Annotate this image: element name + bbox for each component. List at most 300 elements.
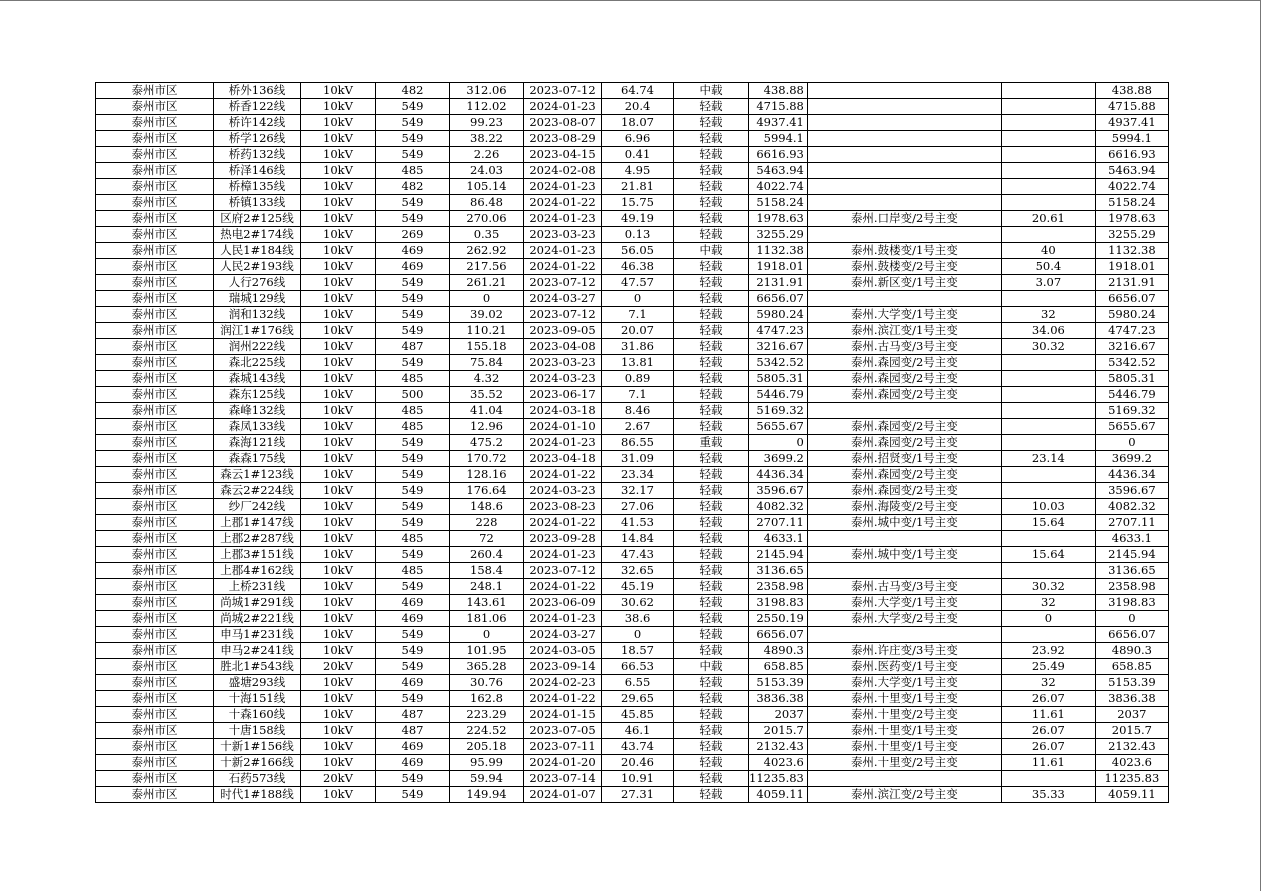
cell-available: 0 <box>1095 435 1168 451</box>
cell-capacity: 3216.67 <box>749 339 808 355</box>
cell-substation: 泰州.许庄变/3号主变 <box>807 643 1001 659</box>
cell-line-name: 尚城2#221线 <box>214 611 301 627</box>
table-row <box>96 707 1169 723</box>
cell-capacity: 3836.38 <box>749 691 808 707</box>
cell-load-status: 轻载 <box>674 771 749 787</box>
cell-capacity: 4082.32 <box>749 499 808 515</box>
cell-max-date: 2024-01-07 <box>524 787 602 803</box>
cell-line-name: 森北225线 <box>214 355 301 371</box>
cell-line-name: 胜北1#543线 <box>214 659 301 675</box>
table-row <box>96 579 1169 595</box>
cell-max-date: 2024-01-23 <box>524 99 602 115</box>
cell-load-status: 轻载 <box>674 467 749 483</box>
cell-voltage: 10kV <box>301 179 376 195</box>
cell-substation: 泰州.城中变/1号主变 <box>807 547 1001 563</box>
cell-available: 4082.32 <box>1095 499 1168 515</box>
cell-max-date: 2023-07-12 <box>524 275 602 291</box>
cell-voltage: 10kV <box>301 595 376 611</box>
cell-load-rate: 27.06 <box>602 499 674 515</box>
cell-region: 泰州市区 <box>96 403 214 419</box>
cell-load-rate: 46.38 <box>602 259 674 275</box>
cell-region: 泰州市区 <box>96 115 214 131</box>
cell-voltage: 10kV <box>301 707 376 723</box>
cell-max-current: 101.95 <box>450 643 524 659</box>
cell-voltage: 10kV <box>301 563 376 579</box>
cell-substation-value: 35.33 <box>1001 787 1095 803</box>
cell-load-status: 轻载 <box>674 179 749 195</box>
table-row <box>96 739 1169 755</box>
cell-line-name: 时代1#188线 <box>214 787 301 803</box>
cell-region: 泰州市区 <box>96 227 214 243</box>
cell-line-name: 上郡3#151线 <box>214 547 301 563</box>
cell-substation: 泰州.十里变/2号主变 <box>807 707 1001 723</box>
cell-max-current: 248.1 <box>450 579 524 595</box>
cell-load-status: 轻载 <box>674 627 749 643</box>
cell-region: 泰州市区 <box>96 83 214 99</box>
cell-load-status: 轻载 <box>674 323 749 339</box>
cell-voltage: 10kV <box>301 739 376 755</box>
cell-substation-value: 30.32 <box>1001 579 1095 595</box>
cell-substation-value: 15.64 <box>1001 515 1095 531</box>
cell-rated-current: 269 <box>376 227 450 243</box>
cell-region: 泰州市区 <box>96 531 214 547</box>
cell-rated-current: 549 <box>376 291 450 307</box>
table-row <box>96 691 1169 707</box>
cell-load-rate: 45.19 <box>602 579 674 595</box>
cell-capacity: 0 <box>749 435 808 451</box>
cell-max-current: 312.06 <box>450 83 524 99</box>
cell-substation: 泰州.滨江变/1号主变 <box>807 323 1001 339</box>
cell-max-date: 2024-03-23 <box>524 483 602 499</box>
cell-load-status: 轻载 <box>674 227 749 243</box>
cell-load-rate: 31.09 <box>602 451 674 467</box>
cell-voltage: 10kV <box>301 227 376 243</box>
cell-substation: 泰州.十里变/2号主变 <box>807 755 1001 771</box>
cell-region: 泰州市区 <box>96 579 214 595</box>
cell-max-date: 2023-07-14 <box>524 771 602 787</box>
cell-rated-current: 549 <box>376 499 450 515</box>
cell-load-status: 轻载 <box>674 211 749 227</box>
cell-load-status: 重载 <box>674 435 749 451</box>
cell-load-status: 轻载 <box>674 259 749 275</box>
cell-voltage: 10kV <box>301 579 376 595</box>
cell-line-name: 上郡2#287线 <box>214 531 301 547</box>
cell-rated-current: 500 <box>376 387 450 403</box>
cell-max-current: 176.64 <box>450 483 524 499</box>
cell-max-current: 228 <box>450 515 524 531</box>
cell-load-rate: 32.65 <box>602 563 674 579</box>
table-row <box>96 723 1169 739</box>
feeder-load-table <box>95 82 1169 803</box>
cell-rated-current: 549 <box>376 131 450 147</box>
cell-load-rate: 20.46 <box>602 755 674 771</box>
cell-available: 4937.41 <box>1095 115 1168 131</box>
cell-max-date: 2024-02-23 <box>524 675 602 691</box>
cell-line-name: 润州222线 <box>214 339 301 355</box>
cell-max-current: 110.21 <box>450 323 524 339</box>
cell-rated-current: 482 <box>376 179 450 195</box>
cell-line-name: 十森160线 <box>214 707 301 723</box>
cell-rated-current: 549 <box>376 211 450 227</box>
cell-rated-current: 549 <box>376 579 450 595</box>
cell-capacity: 6656.07 <box>749 291 808 307</box>
cell-max-current: 72 <box>450 531 524 547</box>
cell-region: 泰州市区 <box>96 755 214 771</box>
cell-voltage: 10kV <box>301 515 376 531</box>
cell-region: 泰州市区 <box>96 179 214 195</box>
cell-line-name: 人民2#193线 <box>214 259 301 275</box>
cell-rated-current: 487 <box>376 723 450 739</box>
cell-max-current: 270.06 <box>450 211 524 227</box>
cell-line-name: 润和132线 <box>214 307 301 323</box>
cell-substation-value: 11.61 <box>1001 707 1095 723</box>
cell-substation: 泰州.大学变/1号主变 <box>807 595 1001 611</box>
cell-load-status: 轻载 <box>674 563 749 579</box>
cell-available: 2358.98 <box>1095 579 1168 595</box>
cell-region: 泰州市区 <box>96 195 214 211</box>
cell-max-date: 2023-07-12 <box>524 307 602 323</box>
cell-max-current: 224.52 <box>450 723 524 739</box>
cell-available: 1918.01 <box>1095 259 1168 275</box>
cell-available: 6656.07 <box>1095 627 1168 643</box>
cell-rated-current: 549 <box>376 435 450 451</box>
cell-max-current: 128.16 <box>450 467 524 483</box>
cell-capacity: 4436.34 <box>749 467 808 483</box>
cell-rated-current: 549 <box>376 323 450 339</box>
cell-max-current: 475.2 <box>450 435 524 451</box>
cell-max-date: 2024-01-22 <box>524 579 602 595</box>
cell-substation <box>807 163 1001 179</box>
cell-capacity: 2037 <box>749 707 808 723</box>
cell-load-status: 轻载 <box>674 387 749 403</box>
cell-max-date: 2023-04-08 <box>524 339 602 355</box>
cell-rated-current: 485 <box>376 403 450 419</box>
cell-rated-current: 549 <box>376 691 450 707</box>
cell-load-rate: 20.07 <box>602 323 674 339</box>
cell-load-rate: 86.55 <box>602 435 674 451</box>
cell-substation-value <box>1001 483 1095 499</box>
cell-voltage: 10kV <box>301 291 376 307</box>
table-row <box>96 483 1169 499</box>
cell-load-status: 轻载 <box>674 307 749 323</box>
cell-substation <box>807 227 1001 243</box>
cell-max-current: 148.6 <box>450 499 524 515</box>
cell-capacity: 2131.91 <box>749 275 808 291</box>
table-row <box>96 259 1169 275</box>
cell-max-date: 2024-01-23 <box>524 435 602 451</box>
cell-substation-value: 32 <box>1001 595 1095 611</box>
cell-region: 泰州市区 <box>96 739 214 755</box>
table-row <box>96 643 1169 659</box>
cell-available: 2132.43 <box>1095 739 1168 755</box>
cell-max-date: 2023-08-07 <box>524 115 602 131</box>
cell-rated-current: 469 <box>376 259 450 275</box>
cell-rated-current: 549 <box>376 627 450 643</box>
cell-voltage: 10kV <box>301 451 376 467</box>
table-row <box>96 403 1169 419</box>
cell-region: 泰州市区 <box>96 659 214 675</box>
cell-substation-value <box>1001 227 1095 243</box>
cell-load-rate: 49.19 <box>602 211 674 227</box>
cell-max-current: 41.04 <box>450 403 524 419</box>
cell-capacity: 4747.23 <box>749 323 808 339</box>
cell-rated-current: 549 <box>376 307 450 323</box>
cell-capacity: 1978.63 <box>749 211 808 227</box>
cell-substation-value <box>1001 563 1095 579</box>
table-row <box>96 83 1169 99</box>
cell-capacity: 1918.01 <box>749 259 808 275</box>
cell-max-current: 0 <box>450 627 524 643</box>
cell-substation-value <box>1001 771 1095 787</box>
cell-substation: 泰州.十里变/1号主变 <box>807 723 1001 739</box>
table-row <box>96 611 1169 627</box>
cell-voltage: 10kV <box>301 499 376 515</box>
cell-capacity: 5463.94 <box>749 163 808 179</box>
table-row <box>96 131 1169 147</box>
cell-available: 5655.67 <box>1095 419 1168 435</box>
cell-region: 泰州市区 <box>96 563 214 579</box>
table-row <box>96 115 1169 131</box>
cell-substation-value <box>1001 355 1095 371</box>
cell-rated-current: 485 <box>376 419 450 435</box>
cell-load-status: 轻载 <box>674 515 749 531</box>
table-row <box>96 531 1169 547</box>
cell-voltage: 10kV <box>301 531 376 547</box>
cell-voltage: 10kV <box>301 627 376 643</box>
cell-voltage: 10kV <box>301 611 376 627</box>
cell-max-date: 2023-03-23 <box>524 227 602 243</box>
cell-load-status: 轻载 <box>674 787 749 803</box>
cell-max-current: 4.32 <box>450 371 524 387</box>
cell-load-status: 轻载 <box>674 675 749 691</box>
cell-max-date: 2024-03-18 <box>524 403 602 419</box>
cell-capacity: 2015.7 <box>749 723 808 739</box>
cell-load-rate: 14.84 <box>602 531 674 547</box>
cell-max-current: 86.48 <box>450 195 524 211</box>
cell-available: 2131.91 <box>1095 275 1168 291</box>
cell-line-name: 上桥231线 <box>214 579 301 595</box>
cell-load-status: 轻载 <box>674 499 749 515</box>
cell-substation-value <box>1001 627 1095 643</box>
cell-line-name: 尚城1#291线 <box>214 595 301 611</box>
cell-substation-value <box>1001 435 1095 451</box>
cell-available: 3255.29 <box>1095 227 1168 243</box>
cell-region: 泰州市区 <box>96 211 214 227</box>
table-row <box>96 355 1169 371</box>
cell-rated-current: 482 <box>376 83 450 99</box>
cell-max-date: 2023-07-12 <box>524 563 602 579</box>
table-row <box>96 451 1169 467</box>
table-row <box>96 163 1169 179</box>
cell-substation-value <box>1001 131 1095 147</box>
cell-region: 泰州市区 <box>96 611 214 627</box>
cell-available: 5153.39 <box>1095 675 1168 691</box>
cell-line-name: 桥学126线 <box>214 131 301 147</box>
cell-region: 泰州市区 <box>96 643 214 659</box>
cell-substation: 泰州.森园变/2号主变 <box>807 483 1001 499</box>
cell-load-status: 轻载 <box>674 291 749 307</box>
table-row <box>96 659 1169 675</box>
cell-capacity: 4633.1 <box>749 531 808 547</box>
table-row <box>96 275 1169 291</box>
cell-max-date: 2024-01-23 <box>524 179 602 195</box>
cell-substation <box>807 83 1001 99</box>
cell-voltage: 10kV <box>301 387 376 403</box>
cell-max-current: 38.22 <box>450 131 524 147</box>
cell-line-name: 热电2#174线 <box>214 227 301 243</box>
cell-substation: 泰州.医药变/1号主变 <box>807 659 1001 675</box>
cell-capacity: 5153.39 <box>749 675 808 691</box>
cell-capacity: 1132.38 <box>749 243 808 259</box>
cell-substation: 泰州.新区变/1号主变 <box>807 275 1001 291</box>
cell-load-rate: 6.55 <box>602 675 674 691</box>
cell-load-status: 轻载 <box>674 755 749 771</box>
cell-line-name: 森森175线 <box>214 451 301 467</box>
cell-max-date: 2023-07-11 <box>524 739 602 755</box>
cell-capacity: 6616.93 <box>749 147 808 163</box>
cell-available: 1132.38 <box>1095 243 1168 259</box>
cell-line-name: 瑞城129线 <box>214 291 301 307</box>
cell-load-rate: 66.53 <box>602 659 674 675</box>
cell-rated-current: 469 <box>376 243 450 259</box>
table-row <box>96 435 1169 451</box>
cell-line-name: 森东125线 <box>214 387 301 403</box>
cell-voltage: 10kV <box>301 355 376 371</box>
cell-substation-value <box>1001 531 1095 547</box>
cell-voltage: 10kV <box>301 371 376 387</box>
cell-region: 泰州市区 <box>96 323 214 339</box>
cell-region: 泰州市区 <box>96 259 214 275</box>
cell-available: 5158.24 <box>1095 195 1168 211</box>
cell-available: 4059.11 <box>1095 787 1168 803</box>
cell-substation-value <box>1001 83 1095 99</box>
cell-rated-current: 485 <box>376 531 450 547</box>
cell-load-rate: 38.6 <box>602 611 674 627</box>
cell-max-current: 35.52 <box>450 387 524 403</box>
cell-load-status: 轻载 <box>674 595 749 611</box>
cell-load-status: 轻载 <box>674 739 749 755</box>
cell-max-current: 158.4 <box>450 563 524 579</box>
cell-substation-value <box>1001 291 1095 307</box>
cell-substation-value: 32 <box>1001 675 1095 691</box>
cell-voltage: 10kV <box>301 643 376 659</box>
cell-substation: 泰州.大学变/1号主变 <box>807 675 1001 691</box>
table-row <box>96 755 1169 771</box>
cell-voltage: 10kV <box>301 691 376 707</box>
cell-max-current: 223.29 <box>450 707 524 723</box>
table-row <box>96 515 1169 531</box>
cell-available: 6616.93 <box>1095 147 1168 163</box>
cell-capacity: 5805.31 <box>749 371 808 387</box>
table-row <box>96 467 1169 483</box>
cell-line-name: 上郡4#162线 <box>214 563 301 579</box>
cell-available: 4023.6 <box>1095 755 1168 771</box>
cell-capacity: 5655.67 <box>749 419 808 435</box>
cell-load-rate: 31.86 <box>602 339 674 355</box>
cell-load-status: 轻载 <box>674 163 749 179</box>
cell-load-status: 轻载 <box>674 691 749 707</box>
cell-load-rate: 21.81 <box>602 179 674 195</box>
cell-region: 泰州市区 <box>96 291 214 307</box>
cell-available: 0 <box>1095 611 1168 627</box>
cell-substation-value: 10.03 <box>1001 499 1095 515</box>
cell-rated-current: 549 <box>376 99 450 115</box>
cell-max-current: 149.94 <box>450 787 524 803</box>
cell-load-status: 轻载 <box>674 723 749 739</box>
cell-max-date: 2023-04-15 <box>524 147 602 163</box>
cell-load-rate: 32.17 <box>602 483 674 499</box>
cell-line-name: 人行276线 <box>214 275 301 291</box>
cell-region: 泰州市区 <box>96 627 214 643</box>
cell-substation-value <box>1001 179 1095 195</box>
cell-max-current: 2.26 <box>450 147 524 163</box>
cell-region: 泰州市区 <box>96 99 214 115</box>
cell-line-name: 石药573线 <box>214 771 301 787</box>
cell-voltage: 10kV <box>301 467 376 483</box>
cell-load-rate: 18.57 <box>602 643 674 659</box>
cell-max-date: 2023-03-23 <box>524 355 602 371</box>
cell-max-date: 2024-03-23 <box>524 371 602 387</box>
table-row <box>96 547 1169 563</box>
cell-load-status: 轻载 <box>674 195 749 211</box>
cell-available: 4022.74 <box>1095 179 1168 195</box>
table-row <box>96 787 1169 803</box>
cell-available: 3699.2 <box>1095 451 1168 467</box>
cell-load-status: 轻载 <box>674 355 749 371</box>
cell-load-status: 轻载 <box>674 451 749 467</box>
cell-max-date: 2024-03-27 <box>524 291 602 307</box>
cell-substation-value <box>1001 99 1095 115</box>
cell-voltage: 10kV <box>301 323 376 339</box>
cell-max-current: 0 <box>450 291 524 307</box>
cell-rated-current: 549 <box>376 115 450 131</box>
table-row <box>96 243 1169 259</box>
cell-load-status: 轻载 <box>674 99 749 115</box>
cell-substation-value <box>1001 163 1095 179</box>
cell-substation: 泰州.口岸变/2号主变 <box>807 211 1001 227</box>
cell-substation-value: 23.92 <box>1001 643 1095 659</box>
cell-substation: 泰州.鼓楼变/2号主变 <box>807 259 1001 275</box>
cell-load-rate: 18.07 <box>602 115 674 131</box>
cell-max-current: 59.94 <box>450 771 524 787</box>
cell-substation: 泰州.招贤变/1号主变 <box>807 451 1001 467</box>
cell-max-current: 162.8 <box>450 691 524 707</box>
cell-rated-current: 549 <box>376 355 450 371</box>
cell-load-status: 轻载 <box>674 611 749 627</box>
cell-load-status: 轻载 <box>674 275 749 291</box>
cell-max-date: 2023-09-28 <box>524 531 602 547</box>
cell-max-current: 170.72 <box>450 451 524 467</box>
table-row <box>96 595 1169 611</box>
cell-substation <box>807 195 1001 211</box>
cell-rated-current: 549 <box>376 547 450 563</box>
cell-voltage: 10kV <box>301 787 376 803</box>
cell-substation: 泰州.森园变/2号主变 <box>807 387 1001 403</box>
cell-rated-current: 487 <box>376 707 450 723</box>
cell-load-rate: 43.74 <box>602 739 674 755</box>
cell-substation: 泰州.十里变/1号主变 <box>807 691 1001 707</box>
cell-voltage: 10kV <box>301 675 376 691</box>
cell-voltage: 20kV <box>301 771 376 787</box>
cell-load-status: 轻载 <box>674 643 749 659</box>
cell-substation: 泰州.海陵变/2号主变 <box>807 499 1001 515</box>
cell-capacity: 5158.24 <box>749 195 808 211</box>
cell-max-date: 2023-09-05 <box>524 323 602 339</box>
table-row <box>96 371 1169 387</box>
table-row <box>96 771 1169 787</box>
cell-max-date: 2024-01-22 <box>524 515 602 531</box>
cell-substation-value: 3.07 <box>1001 275 1095 291</box>
